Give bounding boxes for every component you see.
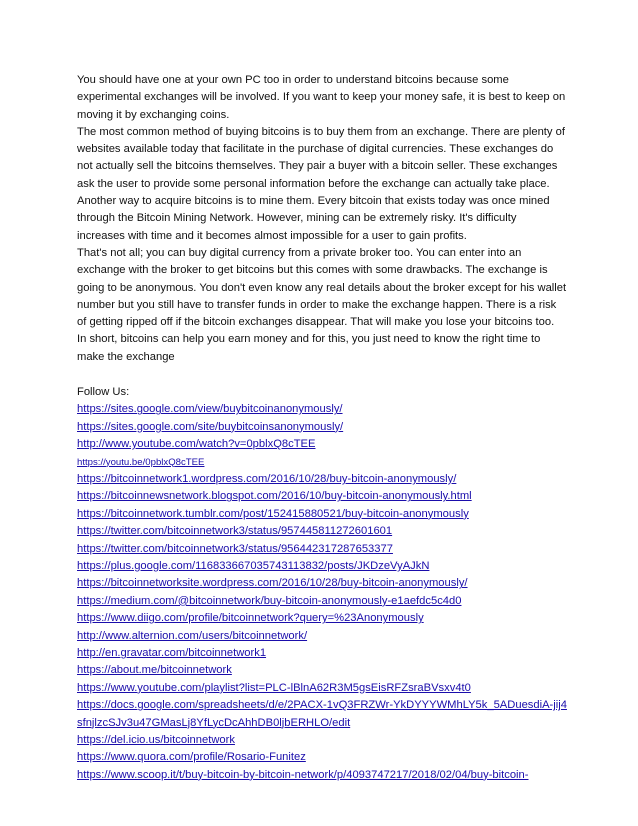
link-diigo[interactable]: https://www.diigo.com/profile/bitcoinnetwork?query=%23Anonymously [77,612,424,625]
follow-section [77,384,567,784]
link-google-plus[interactable]: https://plus.google.com/116833667035743113832/posts/JKDzeVyAJkN [77,559,430,572]
link-gravatar[interactable]: http://en.gravatar.com/bitcoinnetwork1 [77,646,267,659]
link-wordpress-site[interactable]: https://bitcoinnetworksite.wordpress.com/2016/10/28/buy-bitcoin-anonymously/ [77,577,468,590]
link-about-me[interactable]: https://about.me/bitcoinnetwork [77,664,232,677]
paragraph-exchange: The most common method of buying bitcoins is to buy them from an exchange. There are plenty of websites available today that facilitate in the purchase of digital currencies. These exchanges do not actually sell the bitcoins themselves. They pair a buyer with a bitcoin seller. These exchanges ask the user to provide some personal information before the exchange can actually take place. [77,125,565,190]
link-tumblr[interactable]: https://bitcoinnetwork.tumblr.com/post/152415880521/buy-bitcoin-anonymously [77,507,469,520]
link-twitter-1[interactable]: https://twitter.com/bitcoinnetwork3/status/957445811272601601 [77,525,393,538]
link-twitter-2[interactable]: https://twitter.com/bitcoinnetwork3/status/956442317287653377 [77,542,393,555]
link-blogspot[interactable]: https://bitcoinnewsnetwork.blogspot.com/2016/10/buy-bitcoin-anonymously.html [77,490,472,503]
link-scoop-it[interactable]: https://www.scoop.it/t/buy-bitcoin-by-bitcoin-network/p/4093747217/2018/02/04/buy-bitcoin- [77,768,529,781]
link-wordpress-network1[interactable]: https://bitcoinnetwork1.wordpress.com/2016/10/28/buy-bitcoin-anonymously/ [77,472,457,485]
follow-label: Follow Us: [77,386,130,398]
link-youtube-playlist[interactable]: https://www.youtube.com/playlist?list=PLC-lBlnA62R3M5gsEisRFZsraBVsxv4t0 [77,681,471,694]
link-medium[interactable]: https://medium.com/@bitcoinnetwork/buy-bitcoin-anonymously-e1aefdc5c4d0 [77,594,462,607]
link-quora[interactable]: https://www.quora.com/profile/Rosario-Funitez [77,751,306,764]
link-google-docs[interactable]: https://docs.google.com/spreadsheets/d/e/2PACX-1vQ3FRZWr-YkDYYYWMhLY5k_5ADuesdiA-jij4sfnjlzcSJv3u47GMasLj8YfLycDcAhhDB0ljbERHLO/edit [77,699,567,729]
paragraph-intro: You should have one at your own PC too in order to understand bitcoins because some experimental exchanges will be involved. If you want to keep your money safe, it is best to keep on moving it by exchanging coins. [77,74,566,121]
link-alternion[interactable]: http://www.alternion.com/users/bitcoinnetwork/ [77,629,308,642]
article-body [77,72,567,366]
paragraph-conclusion: In short, bitcoins can help you earn money and for this, you just need to know the right time to make the exchange [77,333,541,363]
link-youtu-be[interactable]: https://youtu.be/0pblxQ8cTEE [77,456,205,468]
link-delicious[interactable]: https://del.icio.us/bitcoinnetwork [77,734,235,747]
paragraph-broker: That's not all; you can buy digital currency from a private broker too. You can enter into an exchange with the broker to get bitcoins but this comes with some drawbacks. The exchange is going to be anonymous. You don't even know any real details about the broker except for his wallet number but you still have to transfer funds in order to make the exchange happen. There is a risk of getting ripped off if the bitcoin exchanges disappear. That will make you lose your bitcoins too. [77,246,567,329]
link-youtube-watch[interactable]: http://www.youtube.com/watch?v=0pblxQ8cTEE [77,438,316,451]
link-google-sites-site[interactable]: https://sites.google.com/site/buybitcoinsanonymously/ [77,420,344,433]
link-list [77,401,567,784]
paragraph-mining: Another way to acquire bitcoins is to mine them. Every bitcoin that exists today was once mined through the Bitcoin Mining Network. However, mining can be extremely risky. It's difficulty increases with time and it becomes almost impossible for a user to gain profits. [77,195,550,242]
link-google-sites-view[interactable]: https://sites.google.com/view/buybitcoinanonymously/ [77,403,343,416]
